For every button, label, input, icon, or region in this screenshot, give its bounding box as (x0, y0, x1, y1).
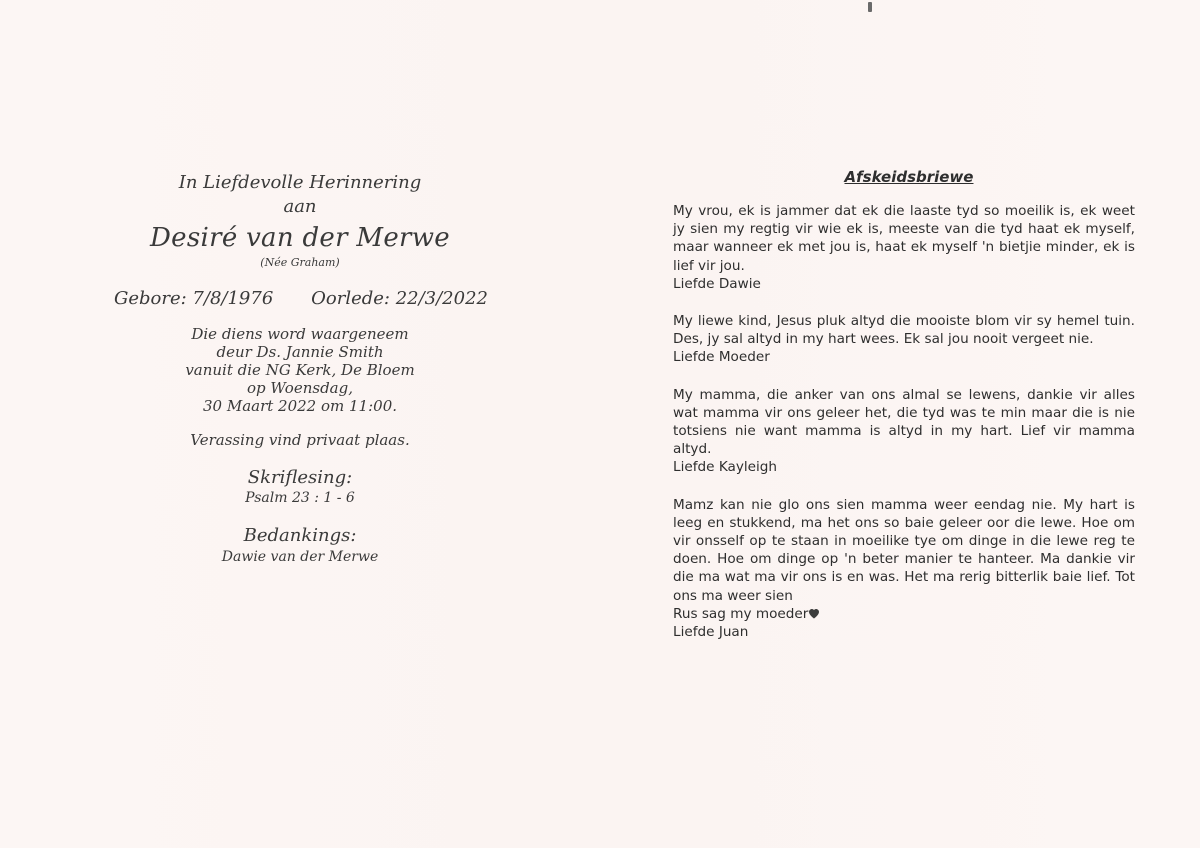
service-details (100, 325, 500, 415)
letter-text: Mamz kan nie glo ons sien mamma weer eendag nie. My hart is leeg en stukkend, ma het ons so baie geleer oor die lewe. Hoe om vir onsself op te staan in moeilike tye om dinge in die lewe reg te doen. Hoe om dinge op 'n beter manier te hanteer. Ma dankie vir die ma wat ma vir ons is en was. Het ma rerig bitterlik baie lief. Tot ons ma weer sien (673, 496, 1135, 604)
letter-signature: Liefde Juan (673, 624, 749, 641)
birth-date: Gebore: 7/8/1976 (114, 287, 274, 309)
letter-signature: Liefde Dawie (673, 275, 761, 292)
letter-signature: Liefde Moeder (673, 349, 770, 366)
scripture-title: Skriflesing: (247, 466, 353, 488)
death-date: Oorlede: 22/3/2022 (311, 287, 488, 309)
letter (673, 202, 1135, 293)
letter-extra-text: Rus sag my moeder (673, 605, 809, 622)
service-line: deur Ds. Jannie Smith (216, 342, 384, 361)
letter (673, 496, 1135, 642)
deceased-name: Desiré van der Merwe (150, 223, 450, 254)
heart-icon (808, 608, 820, 620)
thanks-value: Dawie van der Merwe (221, 548, 379, 565)
thanks-title: Bedankings: (243, 524, 357, 546)
letter (673, 312, 1135, 367)
service-line: op Woensdag, (247, 378, 353, 397)
service-line: Die diens word waargeneem (191, 324, 409, 343)
service-line: 30 Maart 2022 om 11:00. (202, 396, 398, 415)
memorial-panel (100, 172, 500, 565)
memorial-heading: In Liefdevolle Herinnering (178, 172, 422, 193)
letter-signature: Liefde Kayleigh (673, 459, 778, 476)
letter-text: My vrou, ek is jammer dat ek die laaste tyd so moeilik is, ek weet jy sien my regtig vir wie ek is, meeste van die tyd haat ek myself, maar wanneer ek met jou is, haat ek myself 'n bietjie minder, ek is lief vir jou. (673, 203, 1135, 274)
memorial-aan: aan (283, 195, 317, 217)
scripture-value: Psalm 23 : 1 - 6 (245, 490, 355, 507)
letter-text: My liewe kind, Jesus pluk altyd die mooiste blom vir sy hemel tuin. Des, jy sal altyd in my hart wees. Ek sal jou nooit vergeet nie. (673, 313, 1135, 348)
letter (673, 386, 1135, 477)
maiden-name: (Née Graham) (260, 256, 340, 270)
service-line: vanuit die NG Kerk, De Bloem (185, 360, 415, 379)
letters-title: Afskeidsbriewe (844, 168, 974, 186)
letter-extra-line (673, 605, 1135, 623)
letter-text: My mamma, die anker van ons almal se lewens, dankie vir alles wat mamma vir ons geleer het, die tyd was te min maar die is nie totsiens nie want mamma is altyd in my hart. Lief vir mamma altyd. (673, 386, 1135, 458)
burial-note: Verassing vind privaat plaas. (190, 430, 410, 449)
scan-mark (868, 2, 872, 12)
farewell-letters-panel (673, 168, 1135, 660)
life-dates (100, 288, 500, 309)
